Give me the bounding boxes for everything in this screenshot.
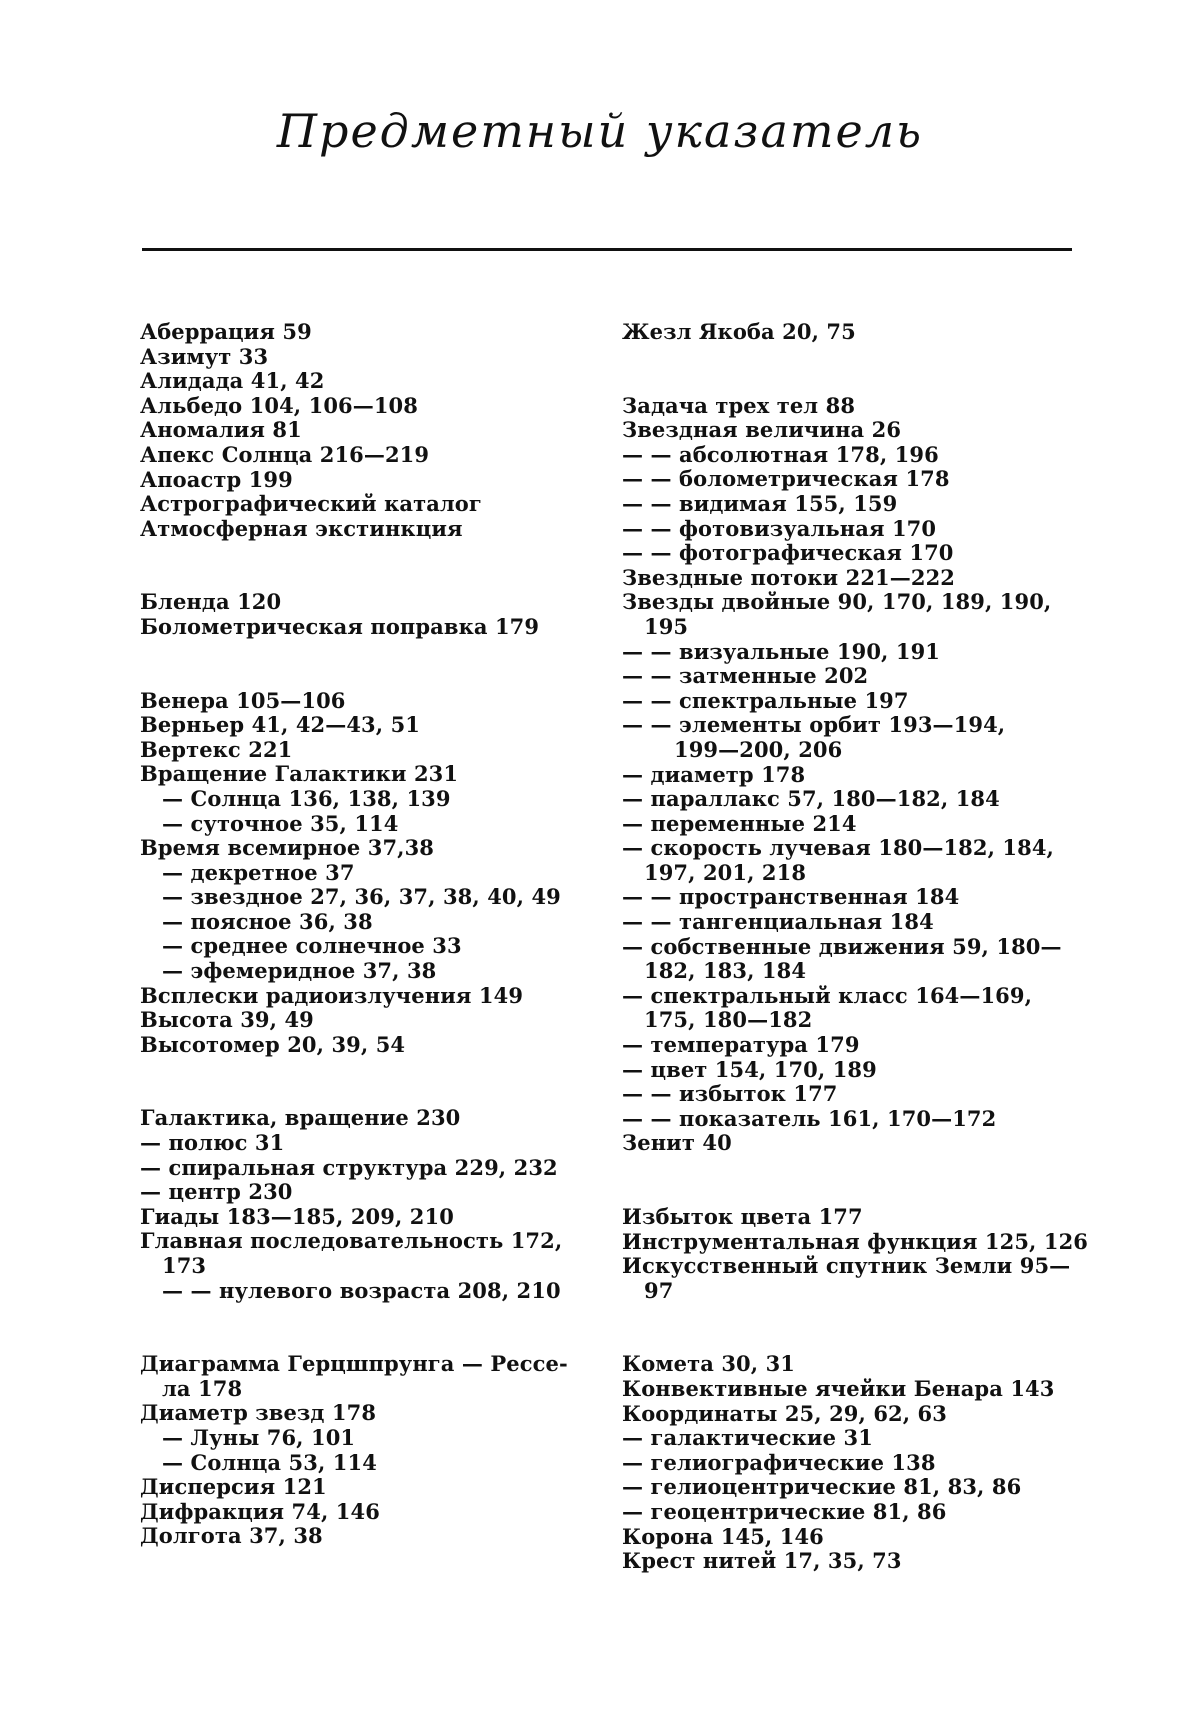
index-entry: Комета 30, 31 (622, 1351, 796, 1377)
index-entry: — — пространственная 184 (622, 884, 960, 910)
index-entry-continuation: 175, 180—182 (644, 1007, 813, 1033)
index-entry: — переменные 214 (622, 810, 857, 836)
index-entry: Задача трех тел 88 (622, 392, 856, 418)
index-entry: Высота 39, 49 (140, 1007, 314, 1033)
index-entry: Всплески радиоизлучения 149 (140, 982, 524, 1008)
index-entry: Конвективные ячейки Бенара 143 (622, 1375, 1055, 1401)
index-entry: Вертекс 221 (140, 736, 293, 762)
page-title: Предметный указатель (276, 104, 924, 158)
index-entry: — — тангенциальная 184 (622, 909, 934, 935)
index-entry: Гиады 183—185, 209, 210 (140, 1203, 454, 1229)
index-entry: — геоцентрические 81, 86 (622, 1498, 947, 1524)
letter-group-gap (622, 1303, 1082, 1352)
index-entry-continuation: — звездное 27, 36, 37, 38, 40, 49 (162, 884, 561, 910)
index-entry: — — избыток 177 (622, 1081, 838, 1107)
index-entry: — цвет 154, 170, 189 (622, 1056, 877, 1082)
index-entry: — спектральный класс 164—169, (622, 982, 1033, 1008)
index-entry: Астрографический каталог (140, 491, 482, 517)
index-entry: Избыток цвета 177 (622, 1204, 863, 1229)
index-entry-continuation: — суточное 35, 114 (162, 810, 399, 836)
index-entry-continuation: — эфемеридное 37, 38 (162, 958, 437, 984)
index-entry: Искусственный спутник Земли 95— (622, 1253, 1071, 1279)
index-entry: Альбедо 104, 106—108 (140, 392, 418, 418)
index-entry: Звезды двойные 90, 170, 189, 190, (622, 589, 1052, 615)
index-entry: Аномалия 81 (140, 417, 302, 443)
index-column-left (140, 320, 600, 1549)
index-entry: Зенит 40 (622, 1130, 732, 1156)
index-entry: Дисперсия 121 (140, 1474, 327, 1500)
index-entry: — — спектральные 197 (622, 687, 909, 713)
index-entry: — — визуальные 190, 191 (622, 638, 940, 664)
index-entry: — — абсолютная 178, 196 (622, 441, 939, 467)
index-entry: — гелиоцентрические 81, 83, 86 (622, 1474, 1022, 1500)
index-entry: — центр 230 (140, 1179, 293, 1205)
index-entry: Болометрическая поправка 179 (140, 613, 540, 639)
index-entry: Диаграмма Герцшпрунга — Рессе- (140, 1351, 568, 1377)
index-entry-continuation: — декретное 37 (162, 859, 355, 885)
index-entry: — — болометрическая 178 (622, 466, 950, 492)
index-entry: — — фотографическая 170 (622, 540, 954, 566)
index-entry: Галактика, вращение 230 (140, 1105, 461, 1131)
title-rule (142, 248, 1072, 251)
letter-group-gap (140, 541, 600, 590)
index-entry: Долгота 37, 38 (140, 1523, 323, 1549)
index-entry: Верньер 41, 42—43, 51 (140, 712, 421, 738)
index-entry: Бленда 120 (140, 589, 282, 615)
index-entry: Апоастр 199 (140, 466, 293, 492)
letter-group-gap (140, 640, 600, 689)
index-entry-continuation: 182, 183, 184 (644, 958, 807, 984)
index-entry: — диаметр 178 (622, 761, 806, 787)
index-entry-continuation: 199—200, 206 (674, 736, 843, 762)
index-entry-continuation: — поясное 36, 38 (162, 908, 373, 934)
index-entry: Аберрация 59 (140, 319, 312, 344)
index-entry-continuation: 97 (644, 1277, 674, 1303)
index-entry: — гелиографические 138 (622, 1449, 936, 1475)
index-entry-continuation: — Луны 76, 101 (162, 1424, 356, 1450)
index-entry-continuation: 195 (644, 613, 689, 639)
index-entry: — полюс 31 (140, 1130, 285, 1156)
index-entry: Звездная величина 26 (622, 417, 902, 443)
letter-group-gap (622, 345, 1082, 394)
index-entry: Венера 105—106 (140, 687, 346, 713)
index-entry: Время всемирное 37,38 (140, 835, 435, 861)
index-entry: Вращение Галактики 231 (140, 761, 459, 787)
index-entry: — — видимая 155, 159 (622, 490, 898, 516)
letter-group-gap (140, 1057, 600, 1106)
index-entry: Высотомер 20, 39, 54 (140, 1031, 406, 1057)
index-entry: — скорость лучевая 180—182, 184, (622, 835, 1054, 861)
index-entry: Атмосферная экстинкция (140, 515, 463, 541)
index-entry: Алидада 41, 42 (140, 368, 325, 394)
index-column-right (622, 319, 1089, 1574)
letter-group-gap (622, 1156, 1082, 1205)
index-entry: — — показатель 161, 170—172 (622, 1105, 997, 1131)
index-entry: — параллакс 57, 180—182, 184 (622, 786, 1000, 812)
index-entry-continuation: ла 178 (162, 1375, 243, 1401)
index-entry: — — затменные 202 (622, 663, 869, 689)
index-entry: Инструментальная функция 125, 126 (622, 1228, 1089, 1254)
index-entry: Звездные потоки 221—222 (622, 564, 956, 590)
index-entry: Координаты 25, 29, 62, 63 (622, 1400, 947, 1426)
index-entry: — температура 179 (622, 1032, 860, 1058)
index-entry: Главная последовательность 172, (140, 1228, 563, 1254)
index-entry: Корона 145, 146 (622, 1523, 824, 1549)
index-entry: Азимут 33 (140, 343, 269, 369)
index-entry-continuation: 173 (162, 1253, 207, 1278)
index-entry-continuation: — Солнца 53, 114 (162, 1449, 377, 1475)
letter-group-gap (140, 1303, 600, 1352)
index-entry: — — фотовизуальная 170 (622, 515, 937, 541)
index-entry-continuation: — Солнца 136, 138, 139 (162, 785, 451, 811)
index-entry-continuation: — среднее солнечное 33 (162, 933, 462, 959)
index-entry: — галактические 31 (622, 1425, 873, 1451)
index-entry: Дифракция 74, 146 (140, 1498, 380, 1524)
index-entry: — — элементы орбит 193—194, (622, 712, 1006, 738)
index-entry: Крест нитей 17, 35, 73 (622, 1548, 902, 1574)
index-entry: Апекс Солнца 216—219 (140, 441, 430, 467)
index-entry-continuation: — — нулевого возраста 208, 210 (162, 1277, 561, 1303)
index-entry: Жезл Якоба 20, 75 (622, 319, 856, 344)
index-entry: — спиральная структура 229, 232 (140, 1154, 558, 1180)
index-entry: — собственные движения 59, 180— (622, 933, 1062, 959)
index-entry: Диаметр звезд 178 (140, 1400, 377, 1426)
index-entry-continuation: 197, 201, 218 (644, 859, 807, 885)
